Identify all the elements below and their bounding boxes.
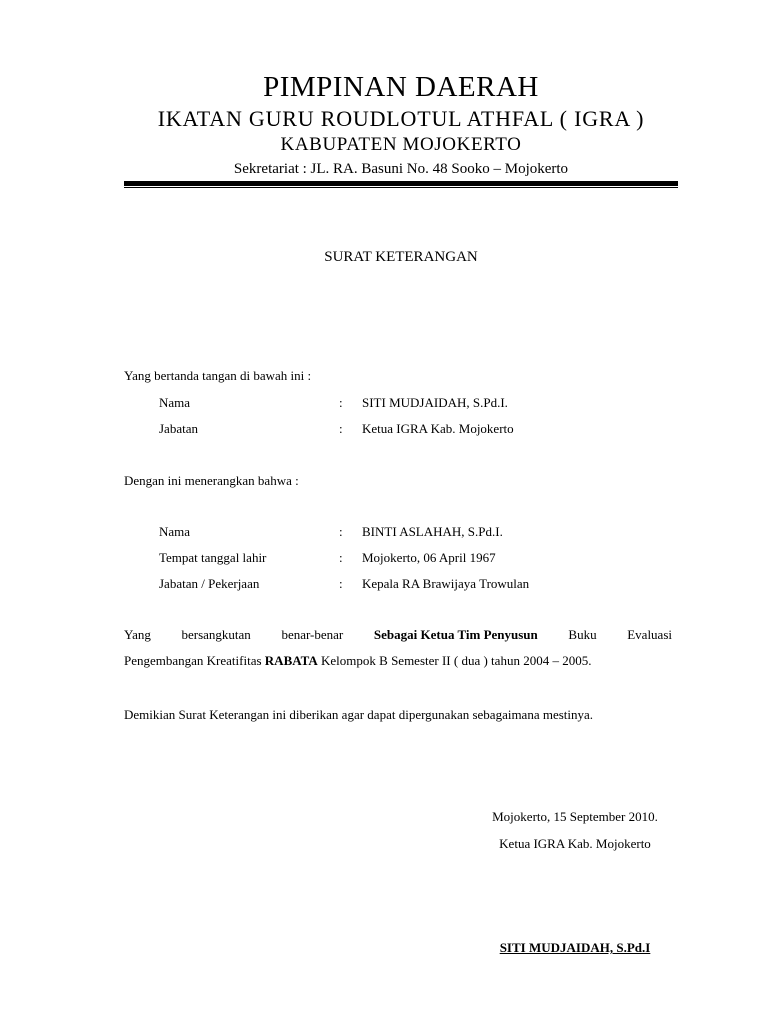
body-paragraph-line-2 <box>124 648 672 674</box>
document-title: SURAT KETERANGAN <box>324 249 478 265</box>
letterhead-regency: KABUPATEN MOJOKERTO <box>280 134 522 155</box>
field-label: Tempat tanggal lahir <box>159 550 267 565</box>
intro-text: Yang bertanda tangan di bawah ini : <box>124 368 312 383</box>
field-label: Jabatan <box>159 421 198 436</box>
field-label: Nama <box>159 524 191 539</box>
paragraph-word: Evaluasi <box>627 627 672 642</box>
paragraph-word: bersangkutan <box>181 627 251 642</box>
signature-position: Ketua IGRA Kab. Mojokerto <box>499 836 651 851</box>
signature-name-text: SITI MUDJAIDAH, S.Pd.I <box>499 940 651 955</box>
paragraph-emphasis-program: RABATA <box>264 653 318 668</box>
signature-name <box>455 940 695 956</box>
field-value: Ketua IGRA Kab. Mojokerto <box>362 421 514 436</box>
field-colon: : <box>339 395 343 410</box>
paragraph-text: Kelompok B Semester II ( dua ) tahun 2004 – 2005. <box>317 653 592 668</box>
paragraph-emphasis-role: Sebagai Ketua Tim Penyusun <box>373 627 538 642</box>
letterhead-divider-thin <box>124 187 678 188</box>
signature-place-date: Mojokerto, 15 September 2010. <box>492 809 658 824</box>
paragraph-word: Buku <box>568 627 597 642</box>
letterhead <box>124 70 678 178</box>
field-colon: : <box>339 550 343 565</box>
letterhead-organization-level: PIMPINAN DAERAH <box>263 71 539 103</box>
paragraph-word: benar-benar <box>281 627 344 642</box>
field-colon: : <box>339 576 343 591</box>
letterhead-divider-thick <box>124 181 678 186</box>
field-value: Mojokerto, 06 April 1967 <box>362 550 496 565</box>
closing-text: Demikian Surat Keterangan ini diberikan agar dapat dipergunakan sebagaimana mestinya. <box>124 707 594 722</box>
field-value: BINTI ASLAHAH, S.Pd.I. <box>362 524 503 539</box>
statement-intro-text: Dengan ini menerangkan bahwa : <box>124 473 299 488</box>
field-label: Nama <box>159 395 191 410</box>
letterhead-organization-name: IKATAN GURU ROUDLOTUL ATHFAL ( IGRA ) <box>157 106 645 131</box>
field-value: SITI MUDJAIDAH, S.Pd.I. <box>362 395 508 410</box>
body-paragraph-line-1 <box>124 622 672 648</box>
body-paragraph <box>124 622 672 674</box>
field-colon: : <box>339 524 343 539</box>
letterhead-address: Sekretariat : JL. RA. Basuni No. 48 Sooko – Mojokerto <box>233 161 569 177</box>
field-label: Jabatan / Pekerjaan <box>159 576 260 591</box>
paragraph-text: Pengembangan Kreatifitas <box>124 653 265 668</box>
field-colon: : <box>339 421 343 436</box>
paragraph-word: Yang <box>124 627 151 642</box>
field-value: Kepala RA Brawijaya Trowulan <box>362 576 530 591</box>
